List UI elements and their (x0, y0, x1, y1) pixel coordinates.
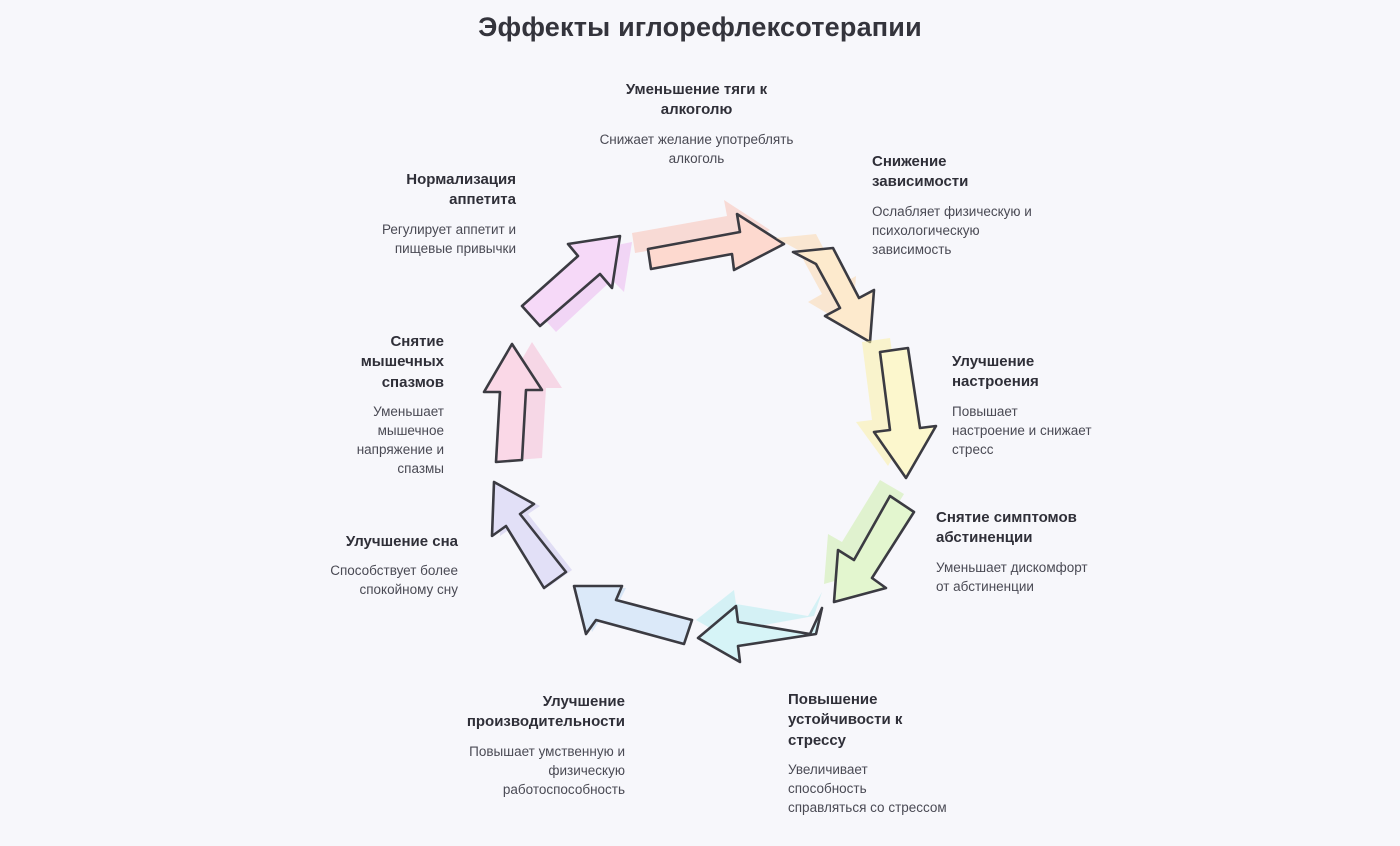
node-description: Увеличивает способность справляться со стрессом (788, 761, 947, 816)
node-title: Улучшение сна (345, 533, 458, 550)
node-title: Нормализация аппетита (406, 171, 516, 209)
node-stress-resilience (788, 690, 948, 817)
arrow-reduce-craving (632, 200, 784, 270)
node-description: Ослабляет физическую и психологическую зависимость (872, 203, 1032, 257)
node-reduce-dependence (872, 152, 1047, 259)
node-withdrawal-symptoms (936, 508, 1096, 596)
arrow-stress-resilience (696, 590, 822, 662)
node-description: Способствует более спокойному сну (330, 563, 458, 598)
arrow-normalize-appetite (522, 236, 632, 332)
node-improve-sleep (300, 532, 458, 600)
arrow-muscle-spasms (484, 342, 562, 462)
node-productivity (440, 692, 625, 799)
arrow-improve-mood (856, 338, 936, 478)
node-title: Уменьшение тяги к алкоголю (625, 81, 768, 119)
node-title: Повышение устойчивости к стрессу (788, 691, 903, 749)
node-title: Улучшение производительности (466, 693, 625, 731)
arrow-reduce-dependence (776, 234, 874, 342)
node-description: Повышает умственную и физическую работоспособность (469, 743, 625, 797)
node-description: Повышает настроение и снижает стресс (952, 403, 1092, 457)
node-title: Снижение зависимости (872, 153, 969, 191)
node-description: Уменьшает дискомфорт от абстиненции (936, 559, 1088, 594)
arrow-improve-sleep (492, 482, 572, 588)
node-title: Снятие мышечных спазмов (360, 333, 444, 391)
node-normalize-appetite (358, 170, 516, 258)
arrow-withdrawal-symptoms (824, 480, 914, 602)
node-description: Регулирует аппетит и пищевые привычки (381, 221, 516, 256)
page-title: Эффекты иглорефлексотерапии (478, 12, 922, 42)
node-description: Уменьшает мышечное напряжение и спазмы (356, 403, 444, 477)
node-title: Снятие симптомов абстиненции (936, 509, 1077, 547)
node-muscle-spasms (318, 332, 444, 478)
node-title: Улучшение настроения (952, 353, 1039, 391)
arrow-productivity (574, 586, 692, 644)
node-description: Снижает желание употреблять алкоголь (599, 131, 794, 166)
node-improve-mood (952, 352, 1092, 459)
node-reduce-craving (594, 80, 799, 168)
